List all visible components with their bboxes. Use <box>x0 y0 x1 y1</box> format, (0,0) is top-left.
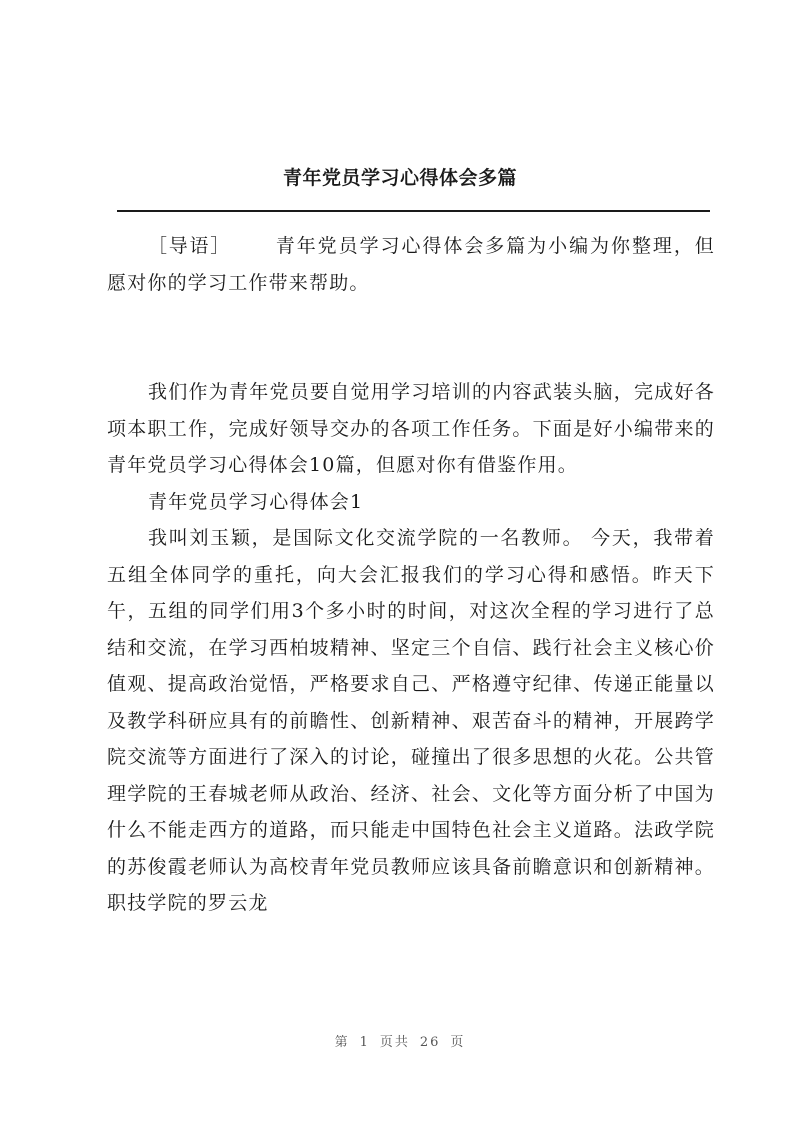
blank-line <box>107 301 715 338</box>
page-footer <box>0 1031 800 1050</box>
footer-page-current: 1 <box>359 1035 370 1050</box>
footer-suffix: 页 <box>450 1035 466 1050</box>
title-divider <box>117 210 710 212</box>
intro-label: ［导语］ <box>148 235 232 257</box>
footer-middle: 页共 <box>379 1035 410 1050</box>
document-body <box>107 228 715 922</box>
document-title: 青年党员学习心得体会多篇 <box>282 167 517 189</box>
section-heading: 青年党员学习心得体会1 <box>148 490 364 513</box>
intro-text: 青年党员学习心得体会多篇为小编为你整理，但愿对你的学习工作带来帮助。 <box>107 235 715 294</box>
body-paragraph: 我叫刘玉颖，是国际文化交流学院的一名教师。 今天，我带着五组全体同学的重托，向大会汇报我们的学习心得和感悟。昨天下午，五组的同学们用3个多小时的时间，对这次全程的学习进行了总结和交流，在学习西柏坡精神、坚定三个自信、践行社会主义核心价值观、提高政治觉悟，严格要求自己、严格遵守纪律、传递正能量以及教学科研应具有的前瞻性、创新精神、艰苦奋斗的精神，开展跨学院交流等方面进行了深入的讨论，碰撞出了很多思想的火花。公共管理学院的王春城老师从政治、经济、社会、文化等方面分析了中国为什么不能走西方的道路，而只能走中国特色社会主义道路。法政学院的苏俊霞老师认为高校青年党员教师应该具备前瞻意识和创新精神。职技学院的罗云龙 <box>107 527 715 914</box>
footer-prefix: 第 <box>334 1035 350 1050</box>
footer-page-total: 26 <box>419 1035 441 1050</box>
blank-line <box>107 338 715 375</box>
body-paragraph: 我们作为青年党员要自觉用学习培训的内容武装头脑，完成好各项本职工作，完成好领导交办的各项工作任务。下面是好小编带来的青年党员学习心得体会10篇，但愿对你有借鉴作用。 <box>107 381 715 476</box>
intro-paragraph <box>107 228 715 301</box>
